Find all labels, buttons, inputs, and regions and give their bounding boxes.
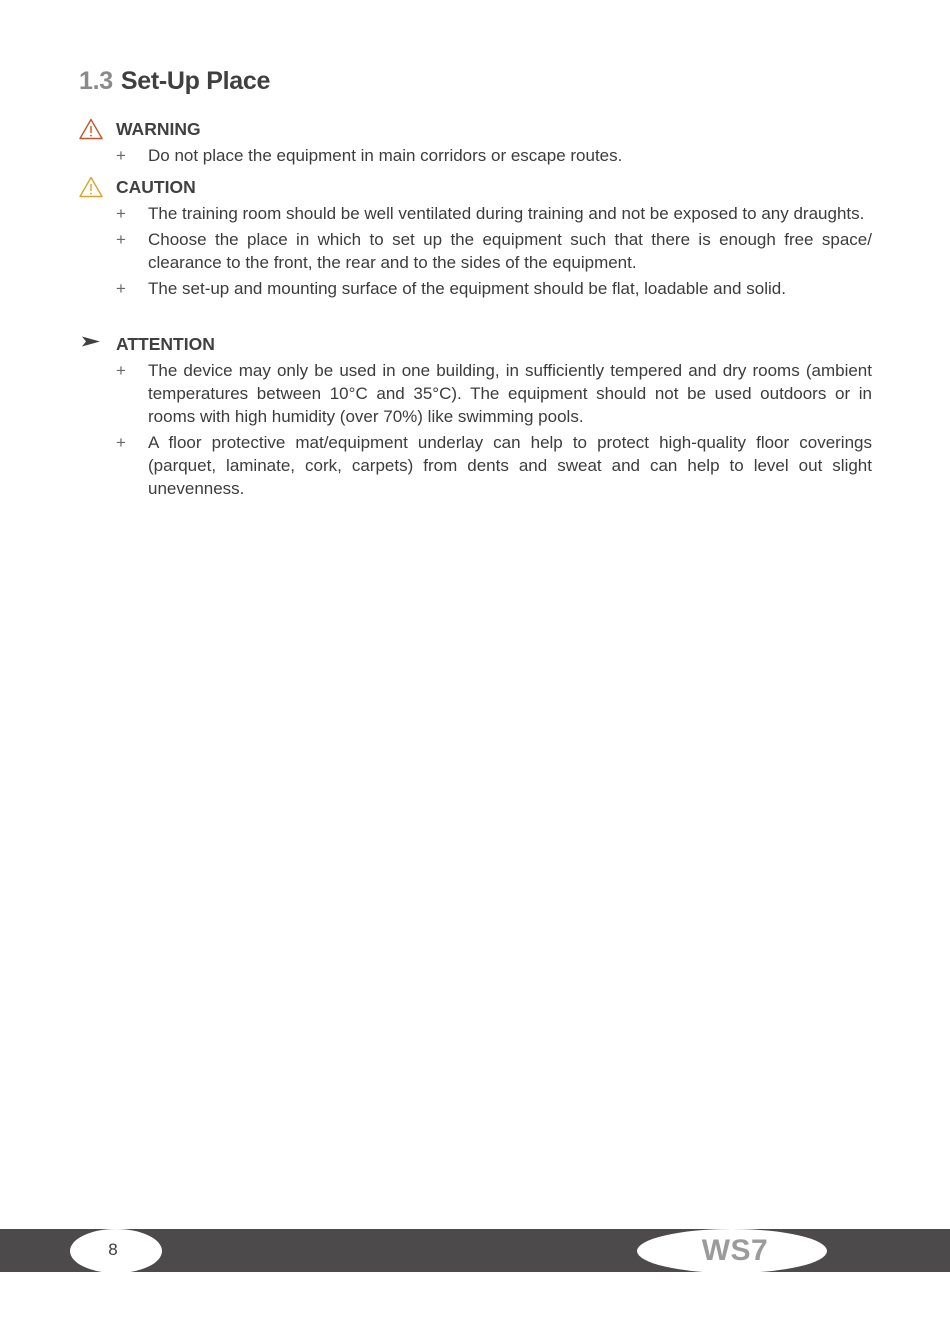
list-item [79, 228, 872, 274]
warning-title: WARNING [116, 119, 201, 139]
plus-bullet-icon: + [116, 146, 126, 165]
caution-section [79, 176, 872, 300]
warning-list [79, 144, 872, 167]
section-title: Set-Up Place [120, 67, 271, 95]
list-item-text: A floor protective mat/equipment underlay can help to protect high-quality floor coverings (parquet, laminate, cork, carpets) from dents and sweat and can help to level out slight unevenness. [148, 433, 872, 498]
plus-bullet-icon: + [116, 204, 126, 223]
plus-bullet-icon: + [116, 279, 126, 298]
caution-title: CAUTION [116, 177, 196, 197]
section-heading [79, 67, 270, 96]
list-item [79, 277, 872, 300]
list-item-text: Choose the place in which to set up the equipment such that there is enough free space/ clearance to the front, the rear and to the sides of the equipment. [148, 230, 872, 272]
plus-bullet-icon: + [116, 433, 126, 452]
attention-list [79, 359, 872, 500]
section-number: 1.3 [79, 67, 113, 95]
warning-header [79, 118, 872, 141]
list-item-text: The device may only be used in one building, in sufficiently tempered and dry rooms (ambient temperatures between 10°C and 35°C). The equipment should not be used outdoors or in rooms with high humidity (over 70%) like swimming pools. [148, 361, 872, 426]
list-item [79, 359, 872, 428]
page-number: 8 [108, 1240, 118, 1259]
caution-triangle-icon [79, 176, 103, 198]
caution-list [79, 202, 872, 300]
attention-header [79, 333, 872, 356]
list-item [79, 202, 872, 225]
plus-bullet-icon: + [116, 361, 126, 380]
list-item [79, 431, 872, 500]
list-item-text: The set-up and mounting surface of the equipment should be flat, loadable and solid. [148, 279, 786, 298]
warning-triangle-icon [79, 118, 103, 140]
attention-section [79, 333, 872, 500]
warning-section [79, 118, 872, 167]
list-item [79, 144, 872, 167]
list-item-text: Do not place the equipment in main corridors or escape routes. [148, 146, 623, 165]
list-item-text: The training room should be well ventilated during training and not be exposed to any draughts. [148, 204, 865, 223]
attention-title: ATTENTION [116, 334, 215, 354]
caution-header [79, 176, 872, 199]
plus-bullet-icon: + [116, 230, 126, 249]
model-name: WS7 [701, 1234, 769, 1267]
attention-arrow-icon [79, 333, 103, 355]
